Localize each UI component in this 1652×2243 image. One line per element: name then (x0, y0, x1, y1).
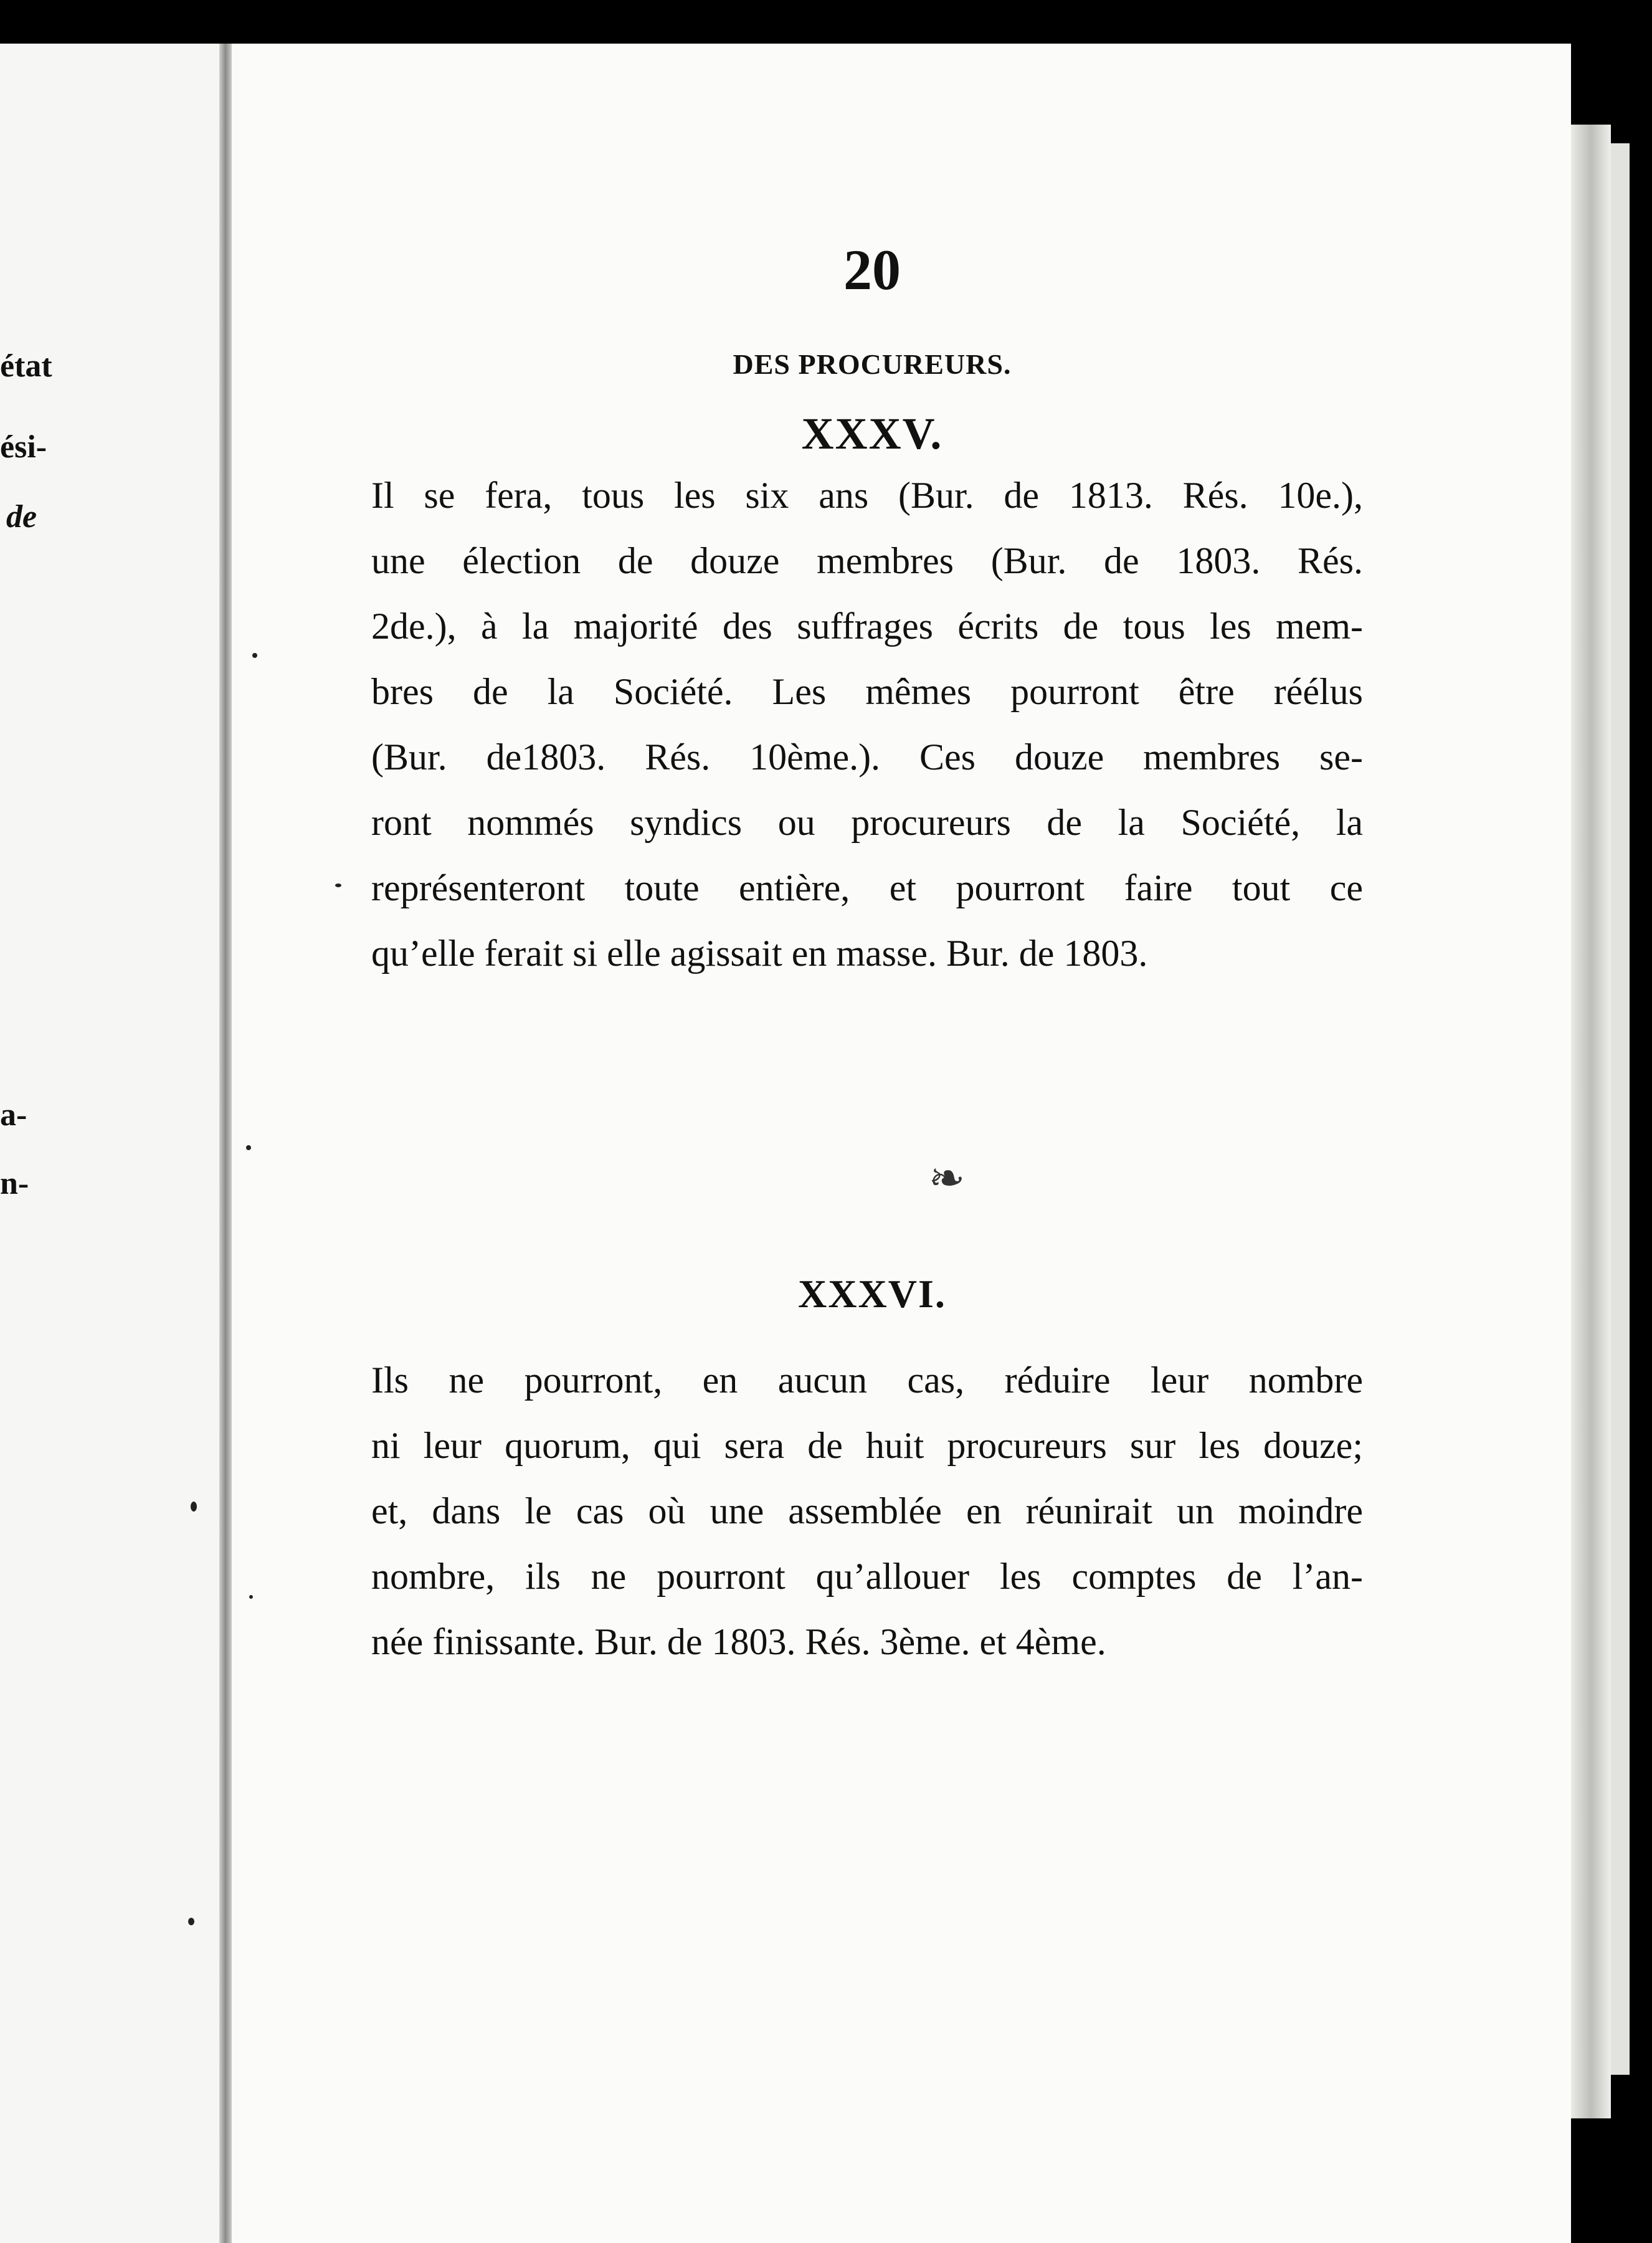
article-number: XXXVI. (798, 1272, 946, 1316)
page-number: 20 (843, 238, 901, 302)
article-line: ni leur quorum, qui sera de huit procureurs sur les douze; (371, 1425, 1363, 1466)
left-page-fragment: a- (0, 1097, 27, 1133)
article-line: (Bur. de1803. Rés. 10ème.). Ces douze membres se- (371, 736, 1363, 778)
article-line: bres de la Société. Les mêmes pourront être réélus (371, 671, 1363, 712)
left-page-fragment: ési- (0, 429, 47, 465)
article-line: et, dans le cas où une assemblée en réunirait un moindre (371, 1490, 1363, 1531)
page-edge (1571, 125, 1611, 2118)
scan-speck (252, 653, 257, 658)
scan-speck (335, 883, 341, 887)
left-facing-page (0, 44, 224, 2243)
article-line: ront nommés syndics ou procureurs de la Société, la (371, 802, 1363, 843)
left-page-fragment: de (6, 499, 37, 535)
left-page-fragment: n- (0, 1166, 29, 1201)
ornament-icon: ❧ (928, 1153, 966, 1204)
article-line: représenteront toute entière, et pourront faire tout ce (371, 867, 1363, 908)
page-edge-strip (1611, 143, 1630, 2075)
article-line: née finissante. Bur. de 1803. Rés. 3ème. et 4ème. (371, 1621, 1106, 1662)
left-page-fragment: état (0, 348, 52, 384)
article-line: nombre, ils ne pourront qu’allouer les comptes de l’an- (371, 1556, 1363, 1597)
article-number: XXXV. (801, 409, 943, 459)
article-line: qu’elle ferait si elle agissait en masse. Bur. de 1803. (371, 933, 1148, 974)
scan-speck (188, 1918, 194, 1925)
scan-speck (249, 1595, 253, 1599)
article-line: une élection de douze membres (Bur. de 1803. Rés. (371, 540, 1363, 581)
section-heading: DES PROCUREURS. (733, 348, 1012, 380)
scan-speck (191, 1502, 197, 1512)
scan-speck (246, 1145, 251, 1150)
article-line: Il se fera, tous les six ans (Bur. de 1813. Rés. 10e.), (371, 475, 1363, 516)
book-gutter (219, 44, 233, 2243)
article-line: Ils ne pourront, en aucun cas, réduire leur nombre (371, 1360, 1363, 1401)
article-line: 2de.), à la majorité des suffrages écrits de tous les mem- (371, 606, 1363, 647)
